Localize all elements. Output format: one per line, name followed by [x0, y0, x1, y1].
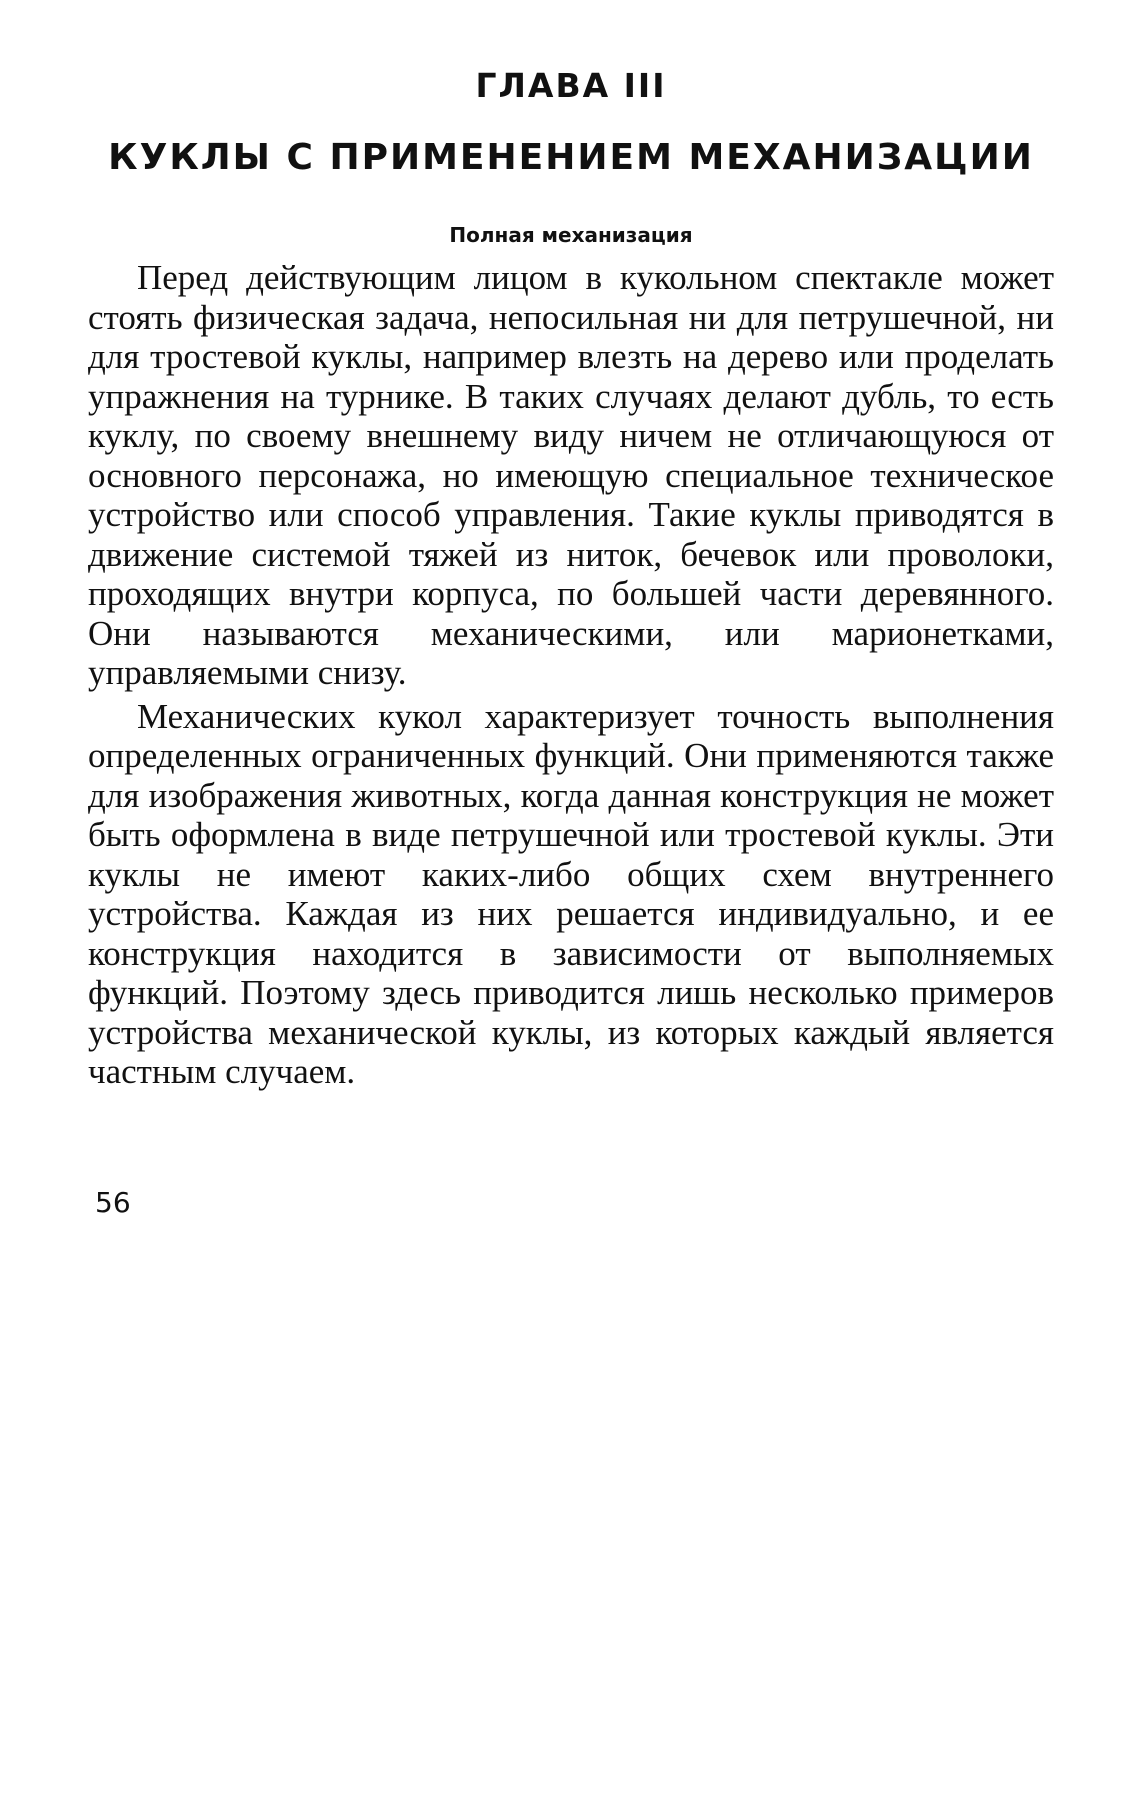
paragraph-1: Перед действующим лицом в кукольном спектакле может стоять физическая задача, непосильная ни для петрушечной, ни для тростевой куклы, например влезть на дерево или проделать упражнения на турнике. В таких случаях делают дубль, то есть куклу, по своему внешнему виду ничем не отличающуюся от основного персонажа, но имеющую специальное техническое устройство или способ управления. Такие куклы приводятся в движение системой тяжей из ниток, бечевок или проволоки, проходящих внутри корпуса, по большей части деревянного. Они называются механическими, или марионетками, управляемыми снизу.: [88, 258, 1054, 692]
paragraph-2: Механических кукол характеризует точность выполнения определенных ограниченных функций. Они применяются также для изображения животных, когда данная конструкция не может быть оформлена в виде петрушечной или тростевой куклы. Эти куклы не имеют каких-либо общих схем внутреннего устройства. Каждая из них решается индивидуально, и ее конструкция находится в зависимости от выполняемых функций. Поэтому здесь приводится лишь несколько примеров устройства механической куклы, из которых каждый является частным случаем.: [88, 696, 1054, 1091]
body-text: [88, 258, 1054, 1092]
chapter-title: КУКЛЫ С ПРИМЕНЕНИЕМ МЕХАНИЗАЦИИ: [108, 137, 1034, 178]
book-page: [88, 60, 1054, 1092]
page-number: 56: [95, 1186, 131, 1219]
section-title: Полная механизация: [449, 223, 693, 247]
chapter-label: ГЛАВА III: [475, 66, 667, 105]
